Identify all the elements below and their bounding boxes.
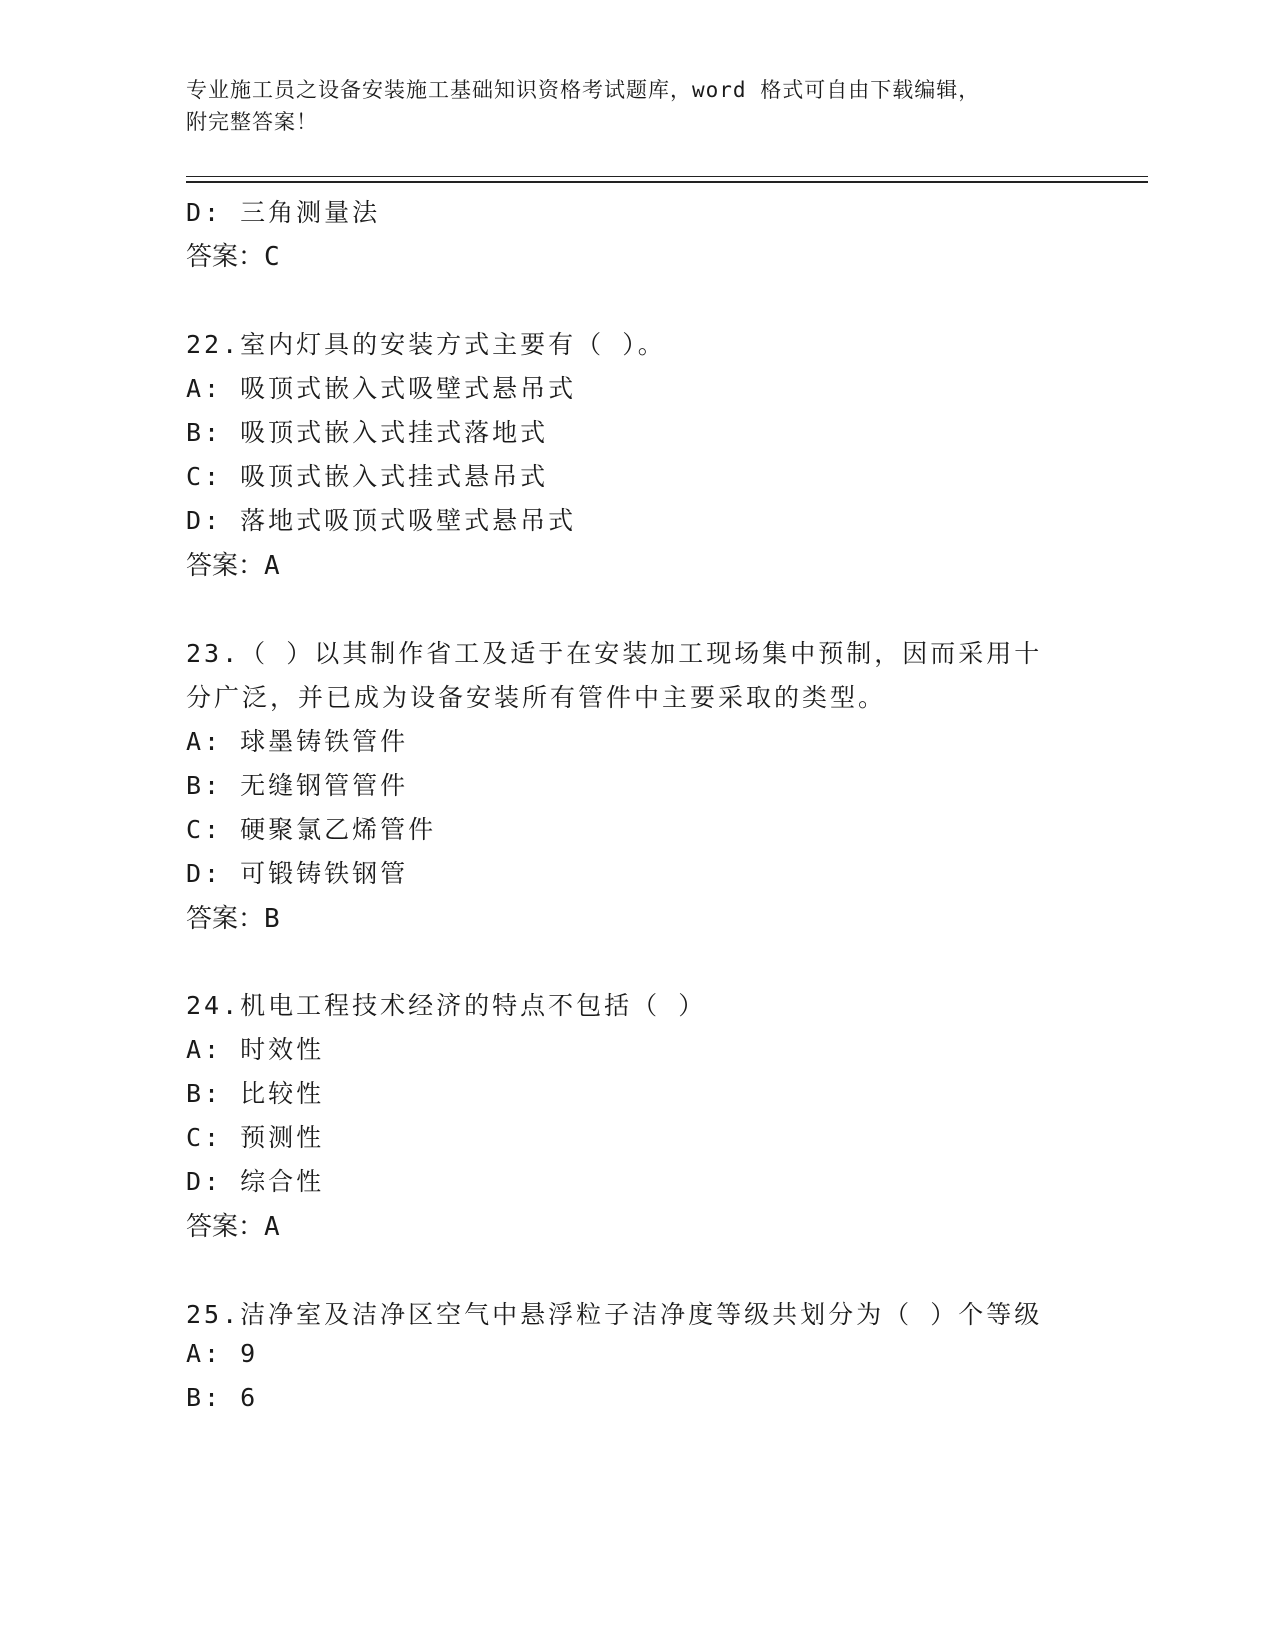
answer-label: 答案： — [186, 551, 265, 581]
q24-stem: 24.机电工程技术经济的特点不包括（ ） — [186, 991, 707, 1020]
q23-option-a: A: 球墨铸铁管件 — [186, 727, 409, 756]
answer-value: B — [264, 904, 280, 934]
q23-option-c: C: 硬聚氯乙烯管件 — [186, 815, 437, 844]
q24-option-d: D: 综合性 — [186, 1167, 325, 1196]
q24-option-c: C: 预测性 — [186, 1123, 325, 1152]
answer-value: A — [264, 551, 280, 581]
answer-value: C — [264, 242, 280, 272]
prev-answer — [186, 236, 280, 273]
q25-option-b: B: 6 — [186, 1383, 259, 1412]
header-line-1: 专业施工员之设备安装施工基础知识资格考试题库，word 格式可自由下载编辑， — [186, 78, 981, 102]
prev-option-d: D: 三角测量法 — [186, 198, 381, 227]
q22-stem: 22.室内灯具的安装方式主要有（ ）。 — [186, 330, 666, 359]
q22-option-c: C: 吸顶式嵌入式挂式悬吊式 — [186, 462, 549, 491]
document-header — [186, 74, 1086, 138]
header-line-2: 附完整答案！ — [186, 110, 318, 134]
q24-option-a: A: 时效性 — [186, 1035, 325, 1064]
q23-answer — [186, 898, 280, 935]
answer-label: 答案： — [186, 242, 265, 272]
header-divider-thin — [186, 176, 1148, 177]
q23-stem-line-1: 23.（ ）以其制作省工及适于在安装加工现场集中预制，因而采用十 — [186, 639, 1043, 668]
q25-stem: 25.洁净室及洁净区空气中悬浮粒子洁净度等级共划分为（ ）个等级 — [186, 1300, 1043, 1329]
q23-option-b: B: 无缝钢管管件 — [186, 771, 409, 800]
answer-label: 答案： — [186, 904, 265, 934]
q24-answer — [186, 1206, 280, 1243]
q22-option-a: A: 吸顶式嵌入式吸壁式悬吊式 — [186, 374, 577, 403]
q22-option-b: B: 吸顶式嵌入式挂式落地式 — [186, 418, 549, 447]
q24-option-b: B: 比较性 — [186, 1079, 325, 1108]
q23-stem-line-2: 分广泛，并已成为设备安装所有管件中主要采取的类型。 — [186, 683, 887, 712]
q22-answer — [186, 545, 280, 582]
q25-option-a: A: 9 — [186, 1339, 259, 1368]
q22-option-d: D: 落地式吸顶式吸壁式悬吊式 — [186, 506, 577, 535]
header-divider-thick — [186, 181, 1148, 183]
answer-value: A — [264, 1212, 280, 1242]
q23-option-d: D: 可锻铸铁钢管 — [186, 859, 409, 888]
answer-label: 答案： — [186, 1212, 265, 1242]
